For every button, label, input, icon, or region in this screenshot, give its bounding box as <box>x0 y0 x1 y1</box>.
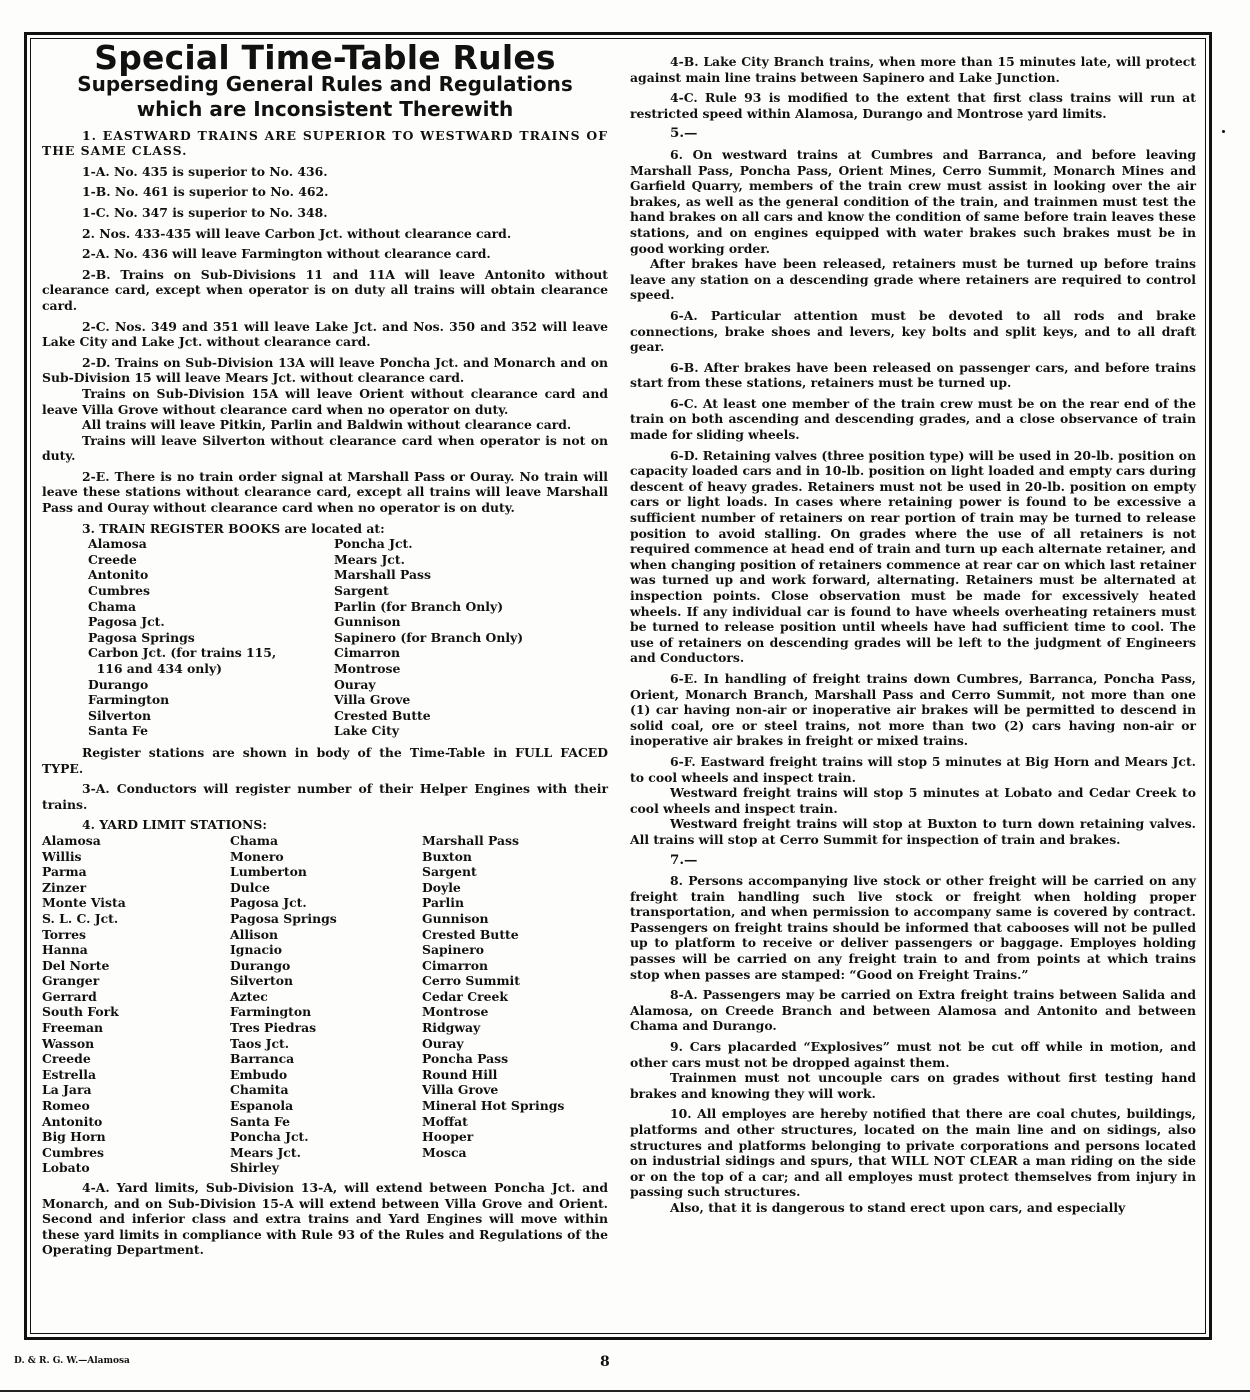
list-item: Dulce <box>230 879 270 895</box>
list-item: Chama <box>230 832 279 848</box>
rule-10: 10. All employes are hereby notified that there are coal chutes, buildings, platforms and other structures, located on the main line and on sidings, also structures and platforms belonging to private corporations and persons located on industrial sidings and spurs, that WILL NOT CLEAR a man riding on the side or on the top of a car; and all employes must protect themselves from injury in passing such structures. <box>630 1106 1196 1200</box>
list-item: S. L. C. Jct. <box>42 910 119 926</box>
rule-6: 6. On westward trains at Cumbres and Barranca, and before leaving Marshall Pass, Poncha Pass, Orient Mines, Cerro Summit, Monarch Mines and Garfield Quarry, members of the train crew must assist in looking over the air brakes, as well as the general condition of the train, and trainmen must test the hand brakes on all cars and know the condition of same before train leaves these stations, and on engines equipped with water brakes such brakes must be in good working order. <box>630 146 1196 256</box>
list-item: Farmington <box>88 692 170 708</box>
list-item: Crested Butte <box>422 926 519 942</box>
list-item: Ignacio <box>230 942 283 958</box>
list-item: 116 and 434 only) <box>88 661 223 676</box>
rule-2: 2. Nos. 433-435 will leave Carbon Jct. without clearance card. <box>82 225 512 241</box>
list-item: Sargent <box>422 864 477 880</box>
list-item: Romeo <box>42 1098 90 1114</box>
rule-1a: 1-A. No. 435 is superior to No. 436. <box>82 163 328 179</box>
list-item: Carbon Jct. (for trains 115, <box>88 645 277 661</box>
list-item: Ridgway <box>422 1020 481 1036</box>
list-item: Poncha Pass <box>422 1051 509 1067</box>
list-item: Lake City <box>334 723 400 739</box>
list-item: Montrose <box>334 661 401 676</box>
list-item: Sargent <box>334 583 389 599</box>
rule-2d-paragraph-4: Trains will leave Silverton without clearance card when operator is not on duty. <box>42 432 608 464</box>
rule-6d: 6-D. Retaining valves (three position type) will be used in 20-lb. position on capacity loaded cars and in 10-lb. position on light loaded and empty cars during descent of heavy grades. Retainers must not be used in 20-lb. position on empty cars or light loads. In cases where retaining power is found to be excessive a sufficient number of retainers on rear portion of train may be turned to release position to avoid stalling. On grades where the use of all retainers is not required commence at head end of train and turn up each alternate retainer, and when changing position of retainers commence at rear car on which last retainer was turned up and work forward, alternating. Retainers must be alternated at inspection points. Close observation must be made for excessively heated wheels. If any individual car is found to have wheels overheating retainers must be turned to release position until wheels have had sufficient time to cool. The use of retainers on descending grades will be left to the judgment of Engineers and Conductors. <box>630 447 1196 666</box>
rule-6-paragraph-2: After brakes have been released, retainers must be turned up before trains leave any station on a descending grade where retainers are required to control speed. <box>630 256 1196 303</box>
list-item: Monero <box>230 848 284 864</box>
list-item: Alamosa <box>42 832 101 848</box>
rule-2d-paragraph-2: Trains on Sub-Division 15A will leave Orient without clearance card and leave Villa Grove without clearance card when no operator on duty. <box>42 385 608 417</box>
list-item: Doyle <box>422 879 461 895</box>
list-item: Granger <box>42 973 100 989</box>
list-item: Durango <box>230 957 291 973</box>
list-item: Hooper <box>422 1129 474 1145</box>
yard-stations-col-a <box>42 833 230 1176</box>
rule-5: 5.— <box>670 125 698 142</box>
list-item: Mosca <box>422 1144 467 1160</box>
list-item: Santa Fe <box>88 723 149 739</box>
rule-6e: 6-E. In handling of freight trains down Cumbres, Barranca, Poncha Pass, Orient, Monarch Branch, Marshall Pass and Cerro Summit, not more than one (1) car having non-air or inoperative air brakes will be permitted to descend in solid coal, ore or steel trains, not more than two (2) cars having non-air or inoperative air brakes in freight or mixed trains. <box>630 670 1196 749</box>
rule-4a: 4-A. Yard limits, Sub-Division 13-A, will extend between Poncha Jct. and Monarch, and on Sub-Division 15-A will extend between Villa Grove and Orient. Second and inferior class and extra trains and Yard Engines will move within these yard limits in compliance with Rule 93 of the Rules and Regulations of the Operating Department. <box>42 1180 608 1258</box>
rule-9-paragraph-2: Trainmen must not uncouple cars on grades without first testing hand brakes and knowing they will work. <box>630 1070 1196 1101</box>
register-stations-col-b <box>334 536 608 739</box>
rule-6f: 6-F. Eastward freight trains will stop 5 minutes at Big Horn and Mears Jct. to cool wheels and inspect train. <box>630 753 1196 785</box>
right-column <box>630 54 1196 1221</box>
list-item: Villa Grove <box>334 692 411 708</box>
list-item: Embudo <box>230 1066 288 1082</box>
rule-3-note: Register stations are shown in body of the Time-Table in FULL FACED TYPE. <box>42 744 608 776</box>
list-item: Parlin (for Branch Only) <box>334 598 504 614</box>
rule-1: 1. EASTWARD TRAINS ARE SUPERIOR TO WESTWARD TRAINS OF THE SAME CLASS. <box>42 127 608 159</box>
list-item: Mears Jct. <box>230 1144 301 1160</box>
list-item: Chama <box>88 598 137 614</box>
list-item: Alamosa <box>88 536 147 552</box>
rule-8a: 8-A. Passengers may be carried on Extra freight trains between Salida and Alamosa, on Creede Branch and between Alamosa and Antonito and between Chama and Durango. <box>630 987 1196 1034</box>
rule-6f-paragraph-2: Westward freight trains will stop 5 minutes at Lobato and Cedar Creek to cool wheels and inspect train. <box>630 785 1196 816</box>
list-item: Mineral Hot Springs <box>422 1098 565 1114</box>
list-item: Cedar Creek <box>422 988 509 1004</box>
rule-2b: 2-B. Trains on Sub-Divisions 11 and 11A will leave Antonito without clearance card, except when operator is on duty all trains will obtain clearance card. <box>42 266 608 313</box>
list-item: Barranca <box>230 1051 295 1067</box>
rule-1b: 1-B. No. 461 is superior to No. 462. <box>82 184 329 200</box>
list-item: Del Norte <box>42 957 110 973</box>
list-item: Hanna <box>42 942 88 958</box>
list-item: Poncha Jct. <box>230 1129 309 1145</box>
list-item: Silverton <box>230 973 293 989</box>
list-item: Sapinero (for Branch Only) <box>334 629 524 645</box>
list-item: Big Horn <box>42 1129 106 1145</box>
list-item: Espanola <box>230 1098 294 1114</box>
list-item: Cerro Summit <box>422 973 520 989</box>
list-item: Marshall Pass <box>334 567 431 583</box>
list-item: Buxton <box>422 848 472 864</box>
list-item: Santa Fe <box>230 1113 291 1129</box>
rule-3: 3. TRAIN REGISTER BOOKS are located at: <box>82 520 385 536</box>
list-item: Poncha Jct. <box>334 536 413 552</box>
rule-6b: 6-B. After brakes have been released on passenger cars, and before trains start from these stations, retainers must be turned up. <box>630 359 1196 391</box>
list-item: Villa Grove <box>422 1082 499 1098</box>
list-item: Durango <box>88 676 149 692</box>
list-item: Sapinero <box>422 942 485 958</box>
list-item: Monte Vista <box>42 895 126 911</box>
rule-6f-paragraph-3: Westward freight trains will stop at Buxton to turn down retaining valves. All trains will stop at Cerro Summit for inspection of train and brakes. <box>630 816 1196 847</box>
rule-9: 9. Cars placarded “Explosives” must not be cut off while in motion, and other cars must not be dropped against them. <box>630 1039 1196 1070</box>
list-item: Creede <box>88 551 137 567</box>
left-column <box>42 38 608 1263</box>
rule-4b: 4-B. Lake City Branch trains, when more than 15 minutes late, will protect against main line trains between Sapinero and Lake Junction. <box>630 54 1196 85</box>
list-item: Lobato <box>42 1160 90 1176</box>
list-item: Parma <box>42 864 87 880</box>
railroad-imprint: D. & R. G. W.—Alamosa <box>14 1356 130 1366</box>
rule-3a: 3-A. Conductors will register number of their Helper Engines with their trains. <box>42 781 608 812</box>
bottom-rule-line <box>0 1390 1250 1392</box>
list-item: Montrose <box>422 1004 489 1020</box>
rule-10-paragraph-2: Also, that it is dangerous to stand erect upon cars, and especially <box>670 1199 1126 1215</box>
register-stations-col-a <box>88 536 334 739</box>
list-item: Ouray <box>422 1035 464 1051</box>
list-item: La Jara <box>42 1082 92 1098</box>
yard-stations-col-c <box>422 833 608 1176</box>
rule-4c: 4-C. Rule 93 is modified to the extent that first class trains will run at restricted speed within Alamosa, Durango and Montrose yard limits. <box>630 90 1196 121</box>
list-item: Aztec <box>230 988 268 1004</box>
page-subtitle: Superseding General Rules and Regulations which are Inconsistent Therewith <box>77 71 573 121</box>
list-item: Cimarron <box>334 645 401 661</box>
list-item: Cimarron <box>422 957 489 973</box>
list-item: Estrella <box>42 1066 96 1082</box>
list-item: Tres Piedras <box>230 1020 317 1036</box>
rule-2d-paragraph-3: All trains will leave Pitkin, Parlin and Baldwin without clearance card. <box>82 417 572 433</box>
page-number: 8 <box>600 1354 610 1370</box>
list-item: South Fork <box>42 1004 119 1020</box>
list-item: Pagosa Springs <box>88 629 195 645</box>
list-item: Ouray <box>334 676 376 692</box>
list-item: Pagosa Jct. <box>88 614 165 630</box>
list-item: Mears Jct. <box>334 551 405 567</box>
list-item: Shirley <box>230 1160 279 1176</box>
list-item: Pagosa Springs <box>230 910 337 926</box>
list-item: Zinzer <box>42 879 87 895</box>
list-item: Pagosa Jct. <box>230 895 307 911</box>
list-item: Torres <box>42 926 86 942</box>
list-item: Lumberton <box>230 864 307 880</box>
rule-8: 8. Persons accompanying live stock or other freight will be carried on any freight train handling such live stock or freight when holding proper transportation, and when permission to accompany same is covered by contract. Passengers on freight trains should be informed that cabooses will not be pulled up to platform to receive or deliver passengers or baggage. Employes holding passes will be carried on any freight train to and from points at which trains stop when passes are stamped: “Good on Freight Trains.” <box>630 873 1196 982</box>
rule-4: 4. YARD LIMIT STATIONS: <box>82 817 267 833</box>
yard-stations-col-b <box>230 833 422 1176</box>
list-item: Cumbres <box>88 583 151 599</box>
list-item: Parlin <box>422 895 464 911</box>
list-item: Silverton <box>88 707 151 723</box>
list-item: Taos Jct. <box>230 1035 290 1051</box>
list-item: Wasson <box>42 1035 95 1051</box>
list-item: Farmington <box>230 1004 312 1020</box>
yard-limit-stations-list <box>42 833 608 1176</box>
register-stations-list <box>88 536 608 739</box>
list-item: Antonito <box>88 567 149 583</box>
list-item: Marshall Pass <box>422 832 519 848</box>
rule-1c: 1-C. No. 347 is superior to No. 348. <box>82 204 328 220</box>
rule-6a: 6-A. Particular attention must be devoted to all rods and brake connections, brake shoes and levers, key bolts and split keys, and to all draft gear. <box>630 307 1196 355</box>
list-item: Antonito <box>42 1113 103 1129</box>
list-item: Willis <box>42 848 82 864</box>
list-item: Creede <box>42 1051 91 1067</box>
margin-speck <box>1222 130 1225 133</box>
list-item: Gerrard <box>42 988 97 1004</box>
list-item: Gunnison <box>334 614 401 630</box>
list-item: Freeman <box>42 1020 104 1036</box>
list-item: Cumbres <box>42 1144 105 1160</box>
list-item: Crested Butte <box>334 707 431 723</box>
rule-2c: 2-C. Nos. 349 and 351 will leave Lake Jct. and Nos. 350 and 352 will leave Lake City and Lake Jct. without clearance card. <box>42 318 608 350</box>
rule-2d: 2-D. Trains on Sub-Division 13A will leave Poncha Jct. and Monarch and on Sub-Division 15 will leave Mears Jct. without clearance card. <box>42 354 608 386</box>
page-title: Special Time-Table Rules <box>94 38 556 77</box>
list-item: Round Hill <box>422 1066 498 1082</box>
list-item: Allison <box>230 926 278 942</box>
list-item: Moffat <box>422 1113 468 1129</box>
rule-2e: 2-E. There is no train order signal at Marshall Pass or Ouray. No train will leave these stations without clearance card, except all trains will leave Marshall Pass and Ouray without clearance card when no operator is on duty. <box>42 468 608 516</box>
rule-6c: 6-C. At least one member of the train crew must be on the rear end of the train on both ascending and descending grades, and a close observance of train made for sliding wheels. <box>630 395 1196 443</box>
rule-7: 7.— <box>670 851 698 868</box>
list-item: Chamita <box>230 1082 289 1098</box>
rule-2a: 2-A. No. 436 will leave Farmington without clearance card. <box>82 246 491 262</box>
list-item: Gunnison <box>422 910 489 926</box>
